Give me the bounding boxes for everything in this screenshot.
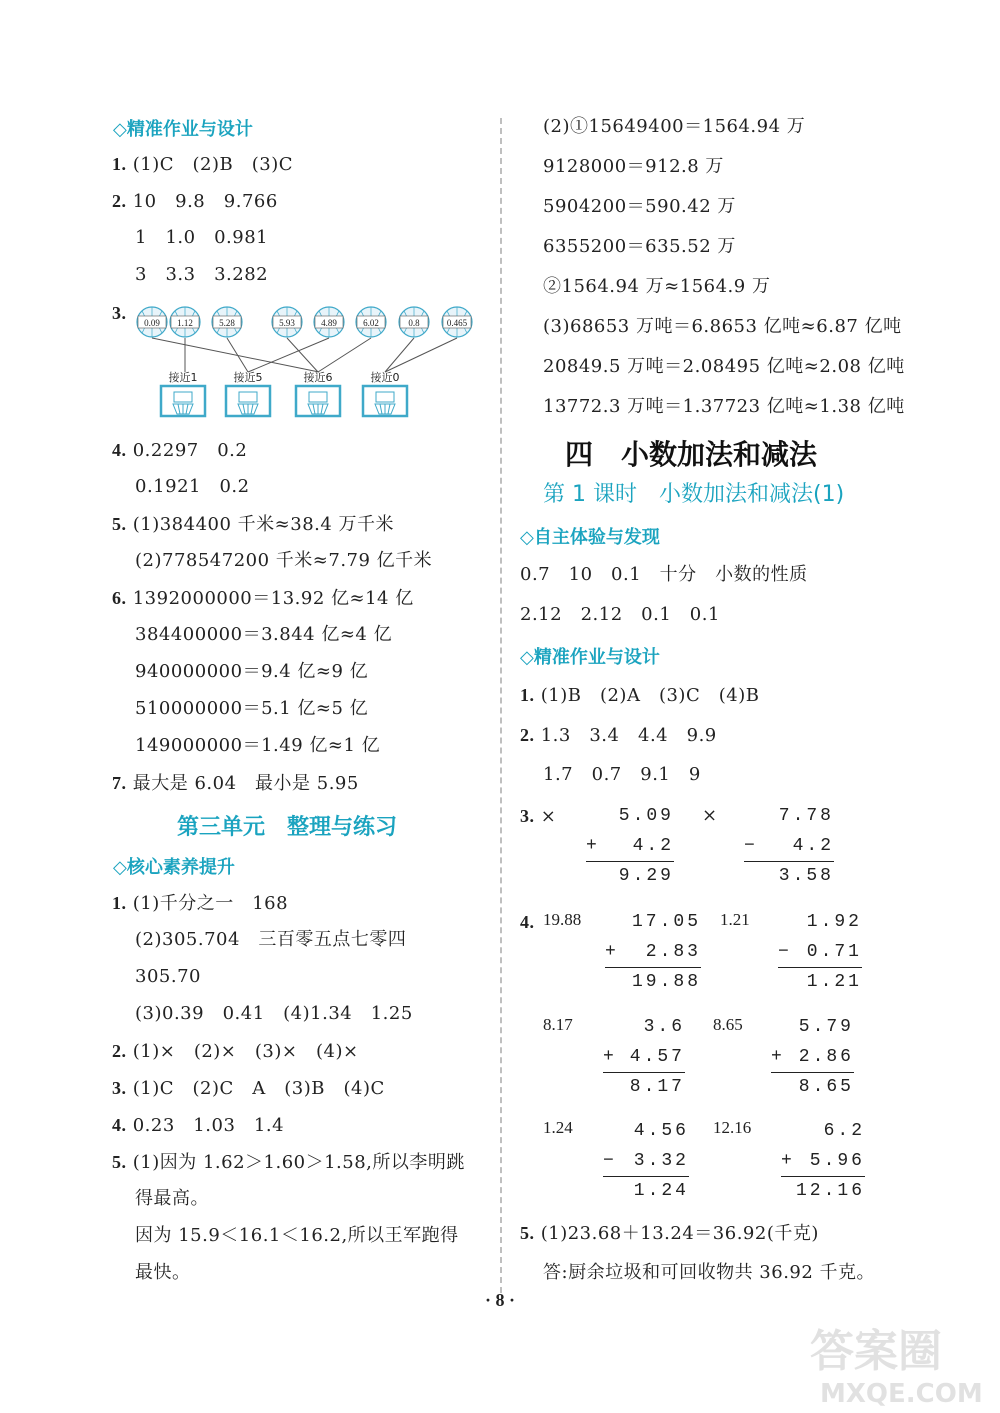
basketball-matching-figure <box>135 300 485 425</box>
answer-line: 3. (1)C (2)C A (3)B (4)C <box>112 1078 385 1099</box>
answer-line: 0.1921 0.2 <box>135 476 250 497</box>
answer-line: 20849.5 万吨＝2.08495 亿吨≈2.08 亿吨 <box>543 356 905 377</box>
basketball <box>399 307 429 337</box>
answer-line: 7. 最大是 6.04 最小是 5.95 <box>112 773 359 794</box>
answer-line: 5. (1)384400 千米≈38.4 万千米 <box>112 514 395 535</box>
answer-line: 答:厨余垃圾和可回收物共 36.92 千克。 <box>543 1262 876 1283</box>
hoop-label: 接近1 <box>168 371 198 384</box>
basketball-value: 1.12 <box>177 318 193 328</box>
answer-line: 2. 1.3 3.4 4.4 9.9 <box>520 725 717 746</box>
answer-line: 因为 15.9＜16.1＜16.2,所以王军跑得 <box>135 1225 459 1246</box>
basketball <box>170 307 200 337</box>
vertical-calculation: 7.78 − 4.2 3.58 <box>744 806 834 886</box>
vertical-calculation: 3.6 + 4.57 8.17 <box>603 1017 685 1097</box>
answer-line: (3)0.39 0.41 (4)1.34 1.25 <box>135 1003 413 1024</box>
answer-line: 1. (1)B (2)A (3)C (4)B <box>520 685 760 706</box>
calc-answer: 8.17 <box>543 1015 573 1034</box>
match-line <box>227 338 248 372</box>
basketball <box>314 307 344 337</box>
basketball-hoop <box>161 370 205 416</box>
answer-line: 0.7 10 0.1 十分 小数的性质 <box>520 564 808 585</box>
basketball <box>272 307 302 337</box>
answer-line: 9128000＝912.8 万 <box>543 156 724 177</box>
page-number: · 8 · <box>484 1290 515 1310</box>
basketball-value: 0.8 <box>408 318 420 328</box>
answer-line: 4. 0.23 1.03 1.4 <box>112 1115 285 1136</box>
basketball-value: 4.89 <box>321 318 337 328</box>
basketball <box>356 307 386 337</box>
answer-line: 305.70 <box>135 966 201 987</box>
basketball-hoop <box>226 370 270 416</box>
answer-line: 2.12 2.12 0.1 0.1 <box>520 604 720 625</box>
basketball <box>212 307 242 337</box>
basketball-hoop <box>296 370 340 416</box>
vertical-calculation: 5.79 + 2.86 8.65 <box>771 1017 854 1097</box>
answer-line: 得最高。 <box>135 1188 209 1209</box>
answer-line: 510000000＝5.1 亿≈5 亿 <box>135 698 369 719</box>
answer-line: 4. 0.2297 0.2 <box>112 440 248 461</box>
watermark-logo <box>800 1318 990 1408</box>
basketball-value: 5.93 <box>279 318 295 328</box>
answer-line: 6355200＝635.52 万 <box>543 236 736 257</box>
calc-answer: 19.88 <box>543 910 582 929</box>
basketball-value: 0.09 <box>144 318 160 328</box>
match-line <box>385 338 414 372</box>
basketball-value: 5.28 <box>219 318 235 328</box>
cross-mark: × <box>702 805 718 826</box>
calc-answer: 8.65 <box>713 1015 743 1034</box>
answer-line: 1. (1)C (2)B (3)C <box>112 154 293 175</box>
vertical-calculation: 1.92 − 0.71 1.21 <box>778 912 862 992</box>
answer-line: 最快。 <box>135 1262 191 1283</box>
basketball-value: 0.465 <box>446 318 468 328</box>
answer-line: (2)①15649400＝1564.94 万 <box>543 116 806 137</box>
chapter-title: 四 小数加法和减法 <box>565 438 818 471</box>
match-line <box>248 338 329 372</box>
answer-line: 940000000＝9.4 亿≈9 亿 <box>135 661 369 682</box>
answer-line: 3. <box>112 303 127 323</box>
answer-line: 1. (1)千分之一 168 <box>112 893 289 914</box>
basketball <box>442 307 472 337</box>
answer-line: 2. (1)× (2)× (3)× (4)× <box>112 1041 359 1062</box>
calc-answer: 1.21 <box>720 910 750 929</box>
answer-line: 1 1.0 0.981 <box>135 227 269 248</box>
section-title-precise-homework: ◇精准作业与设计 <box>113 119 253 140</box>
section-title-core-literacy: ◇核心素养提升 <box>113 857 235 878</box>
vertical-calculation: 5.09 + 4.2 9.29 <box>586 806 674 886</box>
basketball <box>137 307 167 337</box>
match-line <box>385 338 457 372</box>
basketball-value: 6.02 <box>363 318 379 328</box>
vertical-calculation: 4.56 − 3.32 1.24 <box>603 1121 689 1201</box>
watermark-logo-text: 答案圈 <box>810 1326 942 1377</box>
answer-line: 5. (1)23.68＋13.24＝36.92(千克) <box>520 1223 819 1244</box>
hoop-label: 接近5 <box>233 371 263 384</box>
hoop-label: 接近0 <box>370 371 400 384</box>
basketball-hoop <box>363 370 407 416</box>
answer-line: 3 3.3 3.282 <box>135 264 269 285</box>
answer-line: (2)778547200 千米≈7.79 亿千米 <box>135 550 433 571</box>
match-line <box>318 338 371 372</box>
vertical-calculation: 17.05 + 2.83 19.88 <box>605 912 701 992</box>
calc-answer: 1.24 <box>543 1118 573 1137</box>
match-line <box>152 338 319 372</box>
answer-line: 13772.3 万吨＝1.37723 亿吨≈1.38 亿吨 <box>543 396 905 417</box>
hoop-label: 接近6 <box>303 371 333 384</box>
column-divider <box>500 118 502 1293</box>
answer-line: (3)68653 万吨＝6.8653 亿吨≈6.87 亿吨 <box>543 316 902 337</box>
answer-line: 384400000＝3.844 亿≈4 亿 <box>135 624 393 645</box>
lesson-title: 第 1 课时 小数加法和减法(1) <box>543 482 845 507</box>
section-title-precise-homework: ◇精准作业与设计 <box>520 647 660 668</box>
answer-line: 3. × <box>520 806 557 827</box>
answer-line: 4. <box>520 912 535 932</box>
section-title-self-discovery: ◇自主体验与发现 <box>520 527 660 548</box>
answer-line: 1.7 0.7 9.1 9 <box>543 764 701 785</box>
vertical-calculation: 6.2 + 5.96 12.16 <box>781 1121 865 1201</box>
answer-line: 5. (1)因为 1.62＞1.60＞1.58,所以李明跳 <box>112 1152 465 1173</box>
answer-line: 5904200＝590.42 万 <box>543 196 736 217</box>
answer-line: ②1564.94 万≈1564.9 万 <box>543 276 771 297</box>
answer-line: 149000000＝1.49 亿≈1 亿 <box>135 735 381 756</box>
answer-line: (2)305.704 三百零五点七零四 <box>135 929 407 950</box>
answer-line: 6. 1392000000＝13.92 亿≈14 亿 <box>112 588 414 609</box>
watermark-site-text: MXQE.COM <box>820 1379 983 1408</box>
answer-line: 2. 10 9.8 9.766 <box>112 191 278 212</box>
unit-title: 第三单元 整理与练习 <box>177 815 398 840</box>
calc-answer: 12.16 <box>713 1118 752 1137</box>
